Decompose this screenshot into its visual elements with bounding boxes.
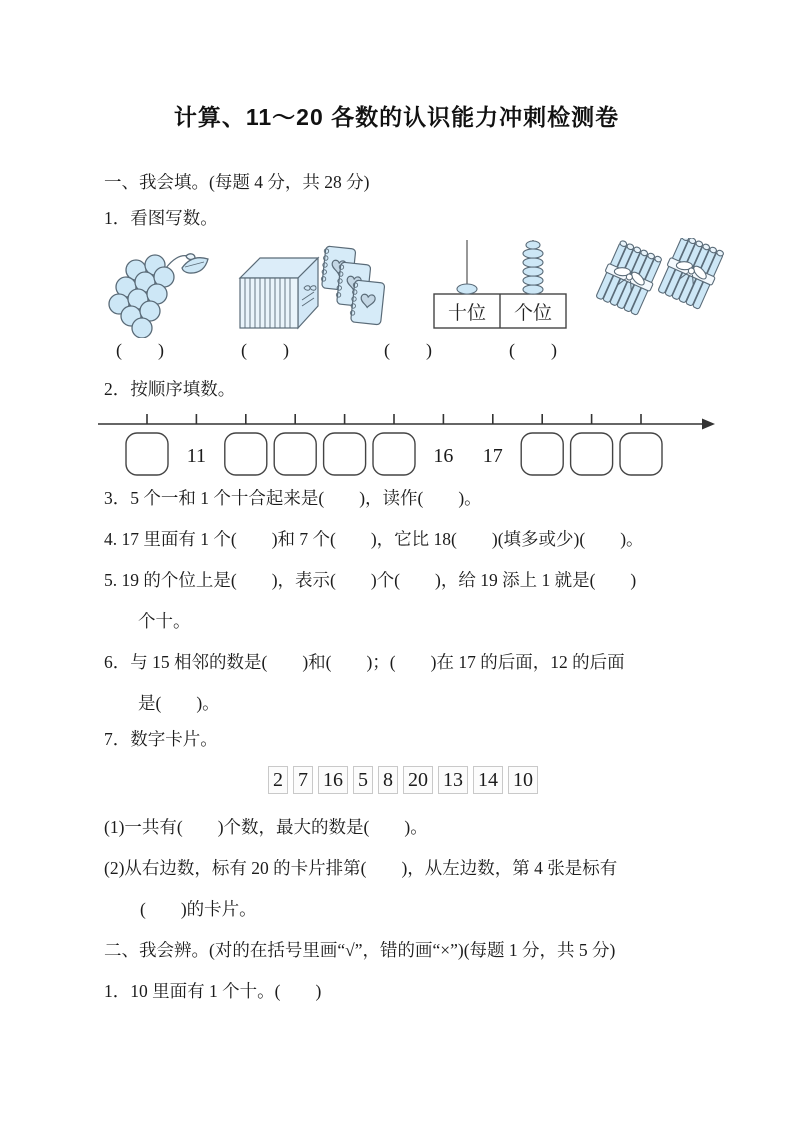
question-7-sub2-line1: (2)从右边数，标有 20 的卡片排第( )，从左边数，第 4 张是标有: [104, 858, 618, 878]
answer-blank: ( ): [509, 340, 557, 360]
numberline-label-17: 17: [482, 445, 503, 467]
answer-blank: ( ): [241, 340, 289, 360]
number-card: 16: [318, 766, 348, 794]
number-line: [96, 412, 716, 478]
section1-header: 一、我会填。(每题 4 分，共 28 分): [104, 172, 370, 192]
question-4: 4. 17 里面有 1 个( )和 7 个( )，它比 18( )(填多或少)( )。: [104, 529, 644, 549]
number-card: 8: [378, 766, 398, 794]
question-5-line1: 5. 19 的个位上是( )，表示( )个( )，给 19 添上 1 就是( ): [104, 570, 637, 590]
number-card: 10: [508, 766, 538, 794]
stick-bundles-icon: [596, 238, 726, 342]
question-7-label: 7．数字卡片。: [104, 729, 218, 749]
answer-blank: ( ): [116, 340, 164, 360]
number-card: 14: [473, 766, 503, 794]
number-card: 5: [353, 766, 373, 794]
number-cards: [268, 766, 538, 794]
number-card: 7: [293, 766, 313, 794]
question-7-sub2-line2: ( )的卡片。: [140, 899, 257, 919]
question-6-line1: 6．与 15 相邻的数是( )和( )；( )在 17 的后面，12 的后面: [104, 652, 625, 672]
place-value-abacus-icon: [432, 238, 568, 330]
numberline-label-16: 16: [433, 445, 454, 467]
answer-blank: ( ): [384, 340, 432, 360]
question-7-sub1: (1)一共有( )个数，最大的数是( )。: [104, 817, 428, 837]
number-card: 13: [438, 766, 468, 794]
tens-place-label: 十位: [447, 303, 487, 324]
question-2-label: 2．按顺序填数。: [104, 379, 236, 399]
q1-answer-blanks: [0, 336, 793, 362]
number-card: 20: [403, 766, 433, 794]
question-3: 3．5 个一和 1 个十合起来是( )，读作( )。: [104, 488, 482, 508]
question-5-line2: 个十。: [138, 611, 191, 631]
section2-header: 二、我会辨。(对的在括号里画“√”，错的画“×”)(每题 1 分，共 5 分): [104, 940, 616, 960]
question-1-label: 1．看图写数。: [104, 208, 218, 228]
ones-place-label: 个位: [513, 303, 553, 324]
grapes-icon: [106, 246, 218, 338]
numberline-empty-boxes: [126, 433, 662, 475]
section2-question-1: 1．10 里面有 1 个十。( ): [104, 981, 322, 1001]
numberline-label-11: 11: [186, 445, 207, 467]
page-title: 计算、11～20 各数的认识能力冲刺检测卷: [173, 104, 620, 130]
number-card: 2: [268, 766, 288, 794]
book-stack-icon: [234, 240, 388, 340]
arrowhead-icon: [702, 419, 715, 430]
question-6-line2: 是( )。: [138, 693, 220, 713]
